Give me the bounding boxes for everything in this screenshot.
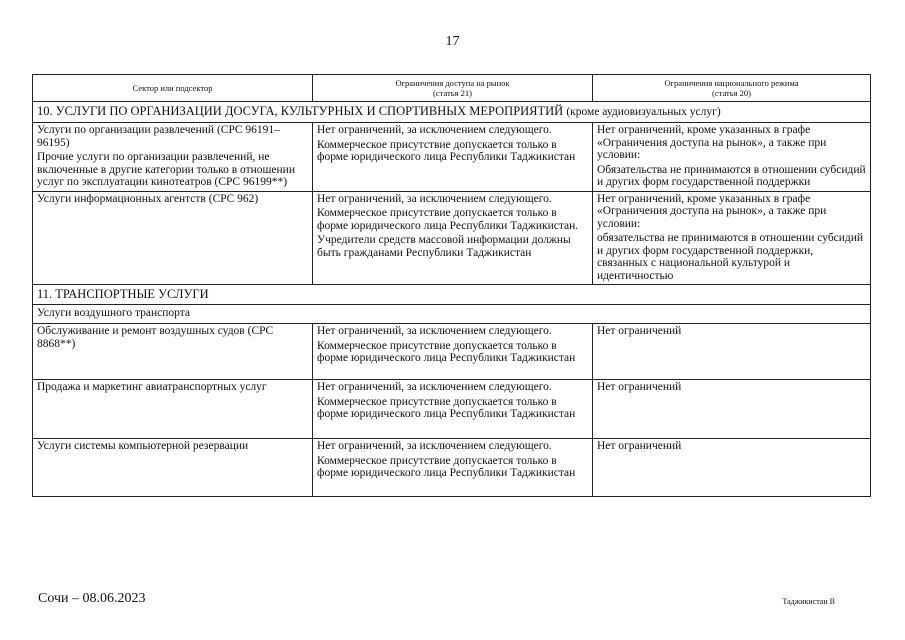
table-row (33, 324, 871, 380)
sector-cell: Услуги информационных агентств (CPC 962) (33, 191, 313, 285)
subsection-title: Услуги воздушного транспорта (33, 305, 871, 324)
table-row (33, 380, 871, 439)
footer-date: Сочи – 08.06.2023 (38, 591, 146, 606)
market-access-cell: Нет ограничений, за исключением следующего. Коммерческое присутствие допускается только в форме юридического лица Республики Таджикистан (313, 123, 593, 192)
national-treatment-cell: Нет ограничений, кроме указанных в графе «Ограничения доступа на рынок», а также при условии: Обязательства не принимаются в отношении субсидий и других форм государственной поддержки (593, 123, 871, 192)
schedule-table (32, 74, 871, 497)
header-market-access: Ограничения доступа на рынок (статья 21) (313, 75, 593, 102)
market-access-cell: Нет ограничений, за исключением следующего. Коммерческое присутствие допускается только в форме юридического лица Республики Таджикистан (313, 439, 593, 497)
market-access-cell: Нет ограничений, за исключением следующего. Коммерческое присутствие допускается только в форме юридического лица Республики Таджикистан. Учредители средств массовой информации должны быть гражданами Республики Таджикистан (313, 191, 593, 285)
national-treatment-cell: Нет ограничений, кроме указанных в графе «Ограничения доступа на рынок», а также при условии: обязательства не принимаются в отношении субсидий и других форм государственной поддержки, связанных с национальной культурой и идентичностью (593, 191, 871, 285)
national-treatment-cell: Нет ограничений (593, 324, 871, 380)
section-row (33, 102, 871, 123)
page-number: 17 (445, 34, 460, 49)
table-row (33, 439, 871, 497)
sector-cell: Услуги по организации развлечений (CPC 96191–96195) Прочие услуги по организации развлечений, не включенные в другие категории только в отношении услуг по эксплуатации кинотеатров (CPC 96199**) (33, 123, 313, 192)
header-sector: Сектор или подсектор (33, 75, 313, 102)
section-title: 10. УСЛУГИ ПО ОРГАНИЗАЦИИ ДОСУГА, КУЛЬТУРНЫХ И СПОРТИВНЫХ МЕРОПРИЯТИЙ (кроме аудиовизуальных услуг) (33, 102, 871, 123)
market-access-cell: Нет ограничений, за исключением следующего. Коммерческое присутствие допускается только в форме юридического лица Республики Таджикистан (313, 324, 593, 380)
national-treatment-cell: Нет ограничений (593, 380, 871, 439)
table-row (33, 191, 871, 285)
section-row (33, 285, 871, 305)
section-note: (кроме аудиовизуальных услуг) (566, 106, 721, 118)
section-title: 11. ТРАНСПОРТНЫЕ УСЛУГИ (33, 285, 871, 305)
table-header-row (33, 75, 871, 102)
header-national-treatment: Ограничения национального режима (статья 20) (593, 75, 871, 102)
table-row (33, 123, 871, 192)
sector-cell: Услуги системы компьютерной резервации (33, 439, 313, 497)
subsection-row (33, 305, 871, 324)
national-treatment-cell: Нет ограничений (593, 439, 871, 497)
market-access-cell: Нет ограничений, за исключением следующего. Коммерческое присутствие допускается только в форме юридического лица Республики Таджикистан (313, 380, 593, 439)
footer-document-id: Таджикистан В (782, 597, 835, 606)
sector-cell: Обслуживание и ремонт воздушных судов (CPC 8868**) (33, 324, 313, 380)
sector-cell: Продажа и маркетинг авиатранспортных услуг (33, 380, 313, 439)
